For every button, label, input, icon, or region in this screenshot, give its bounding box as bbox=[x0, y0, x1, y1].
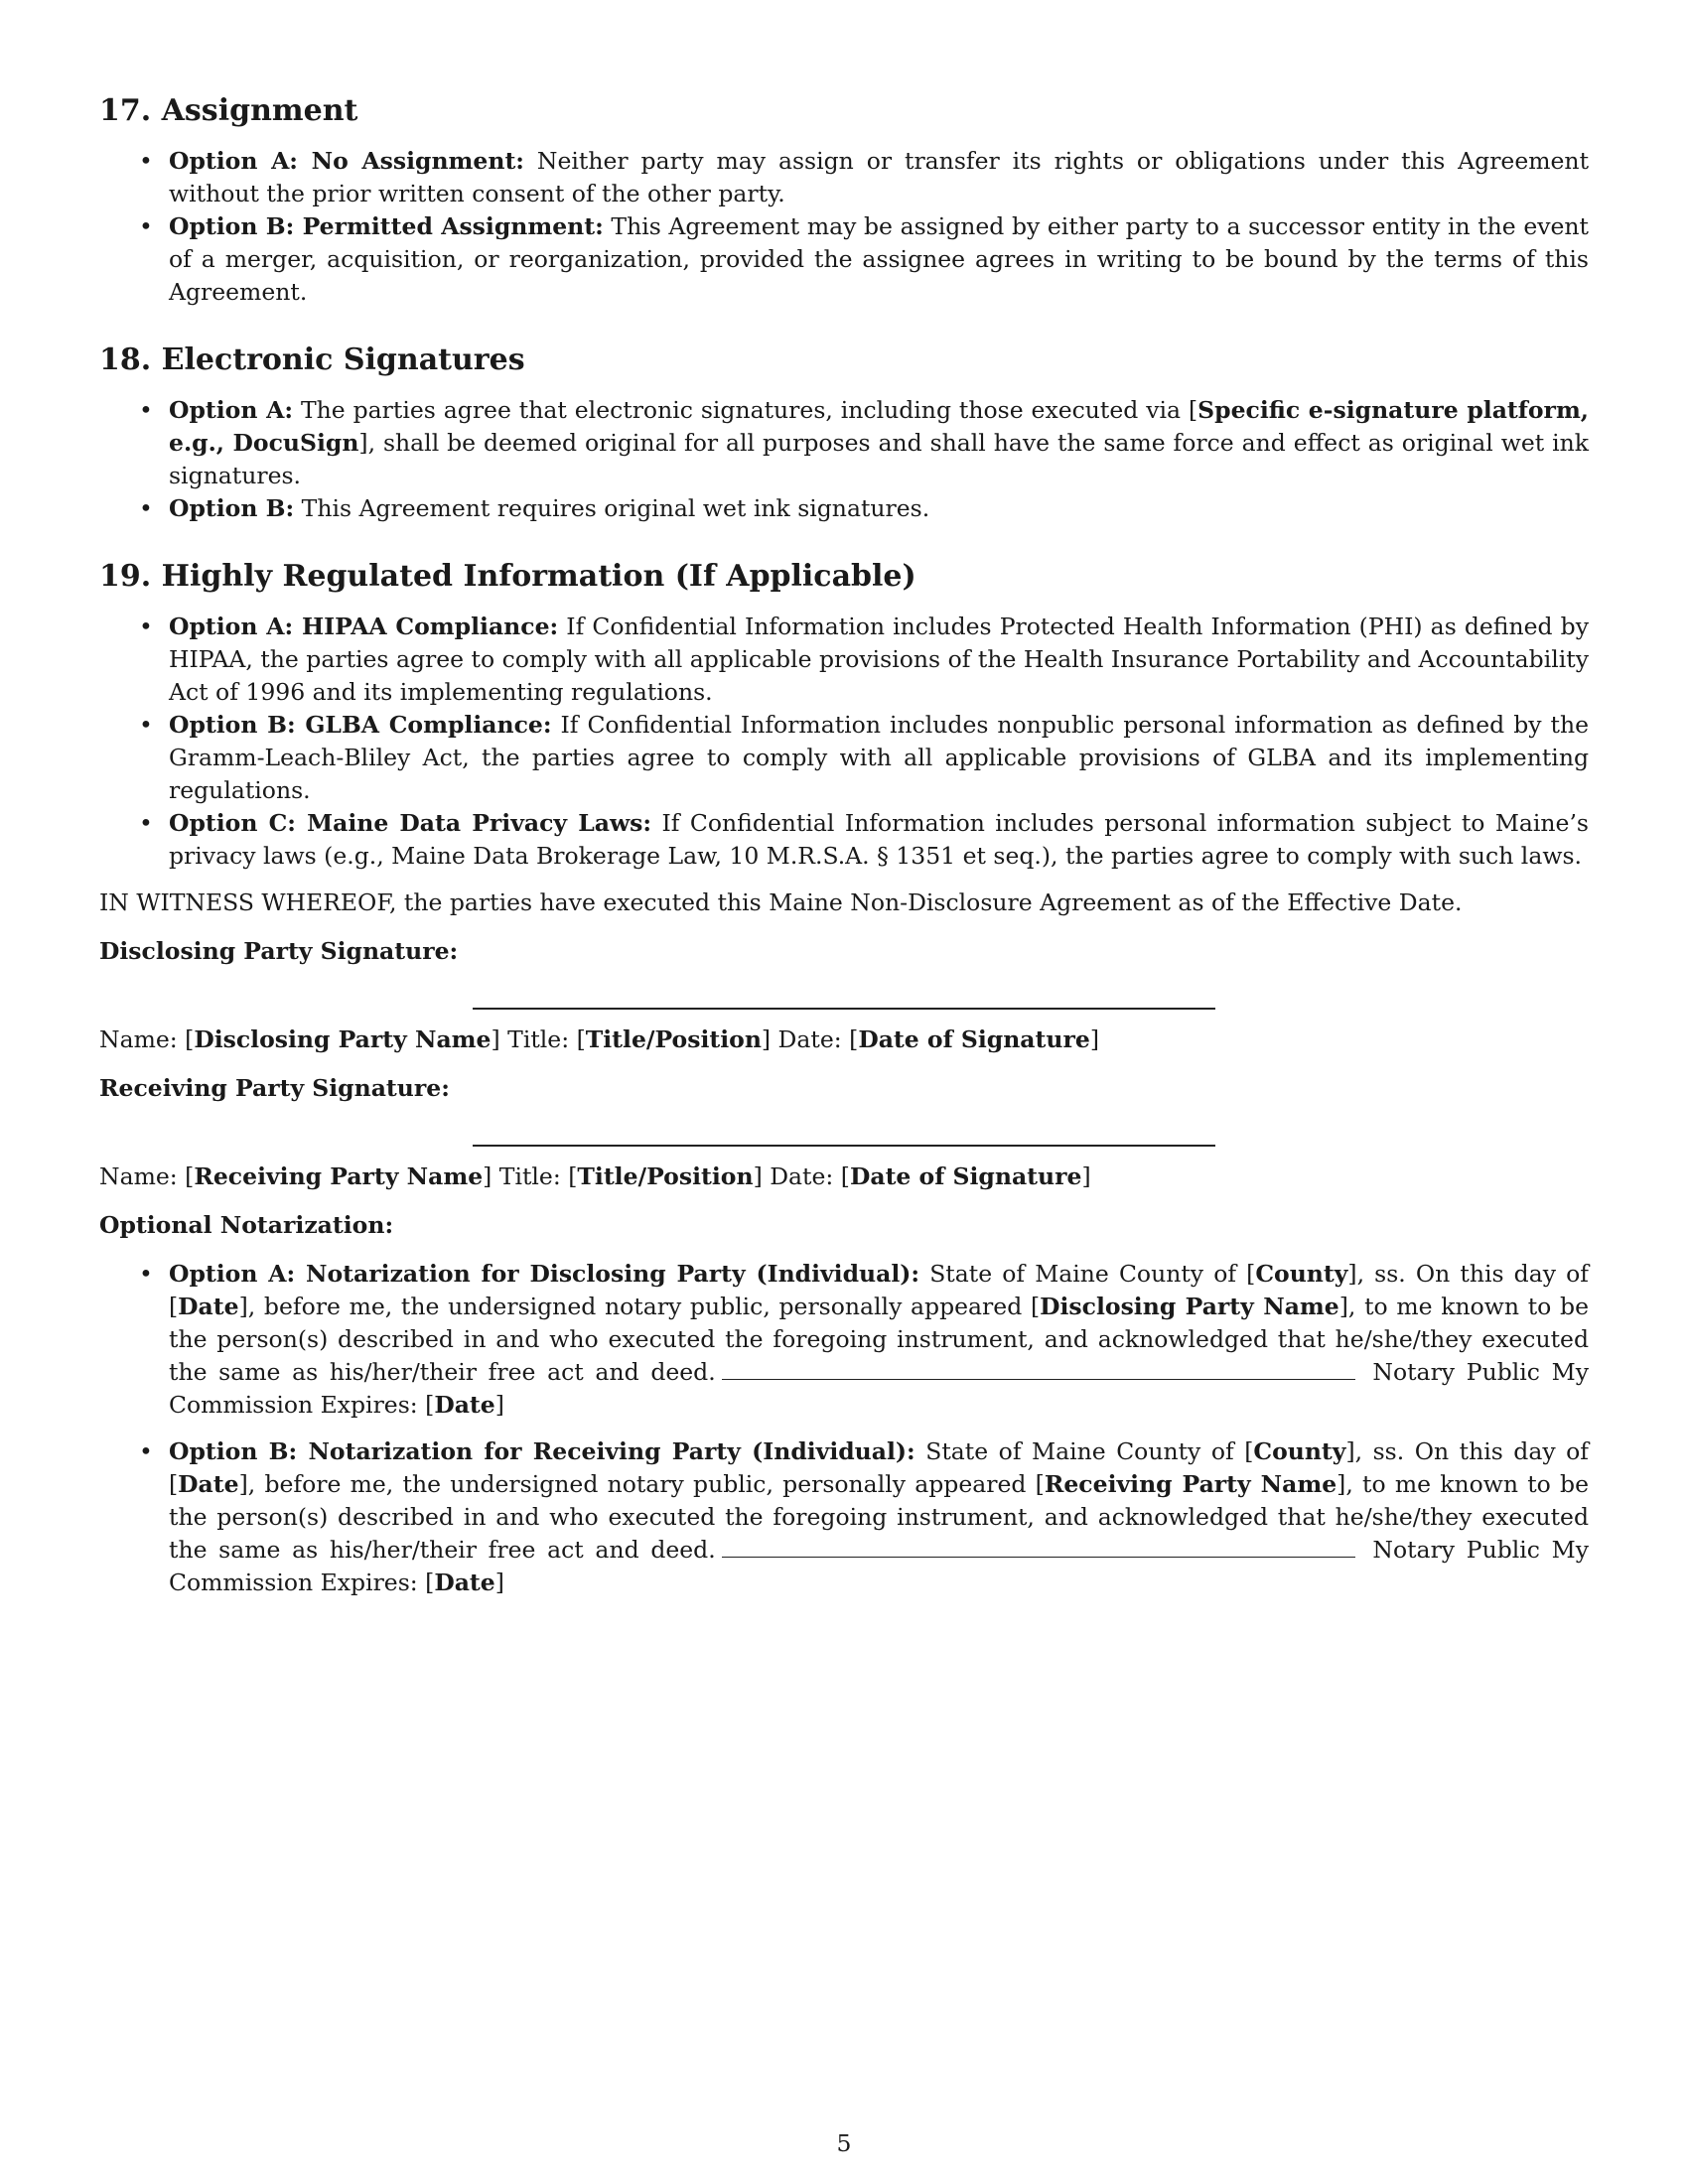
section-assignment bbox=[99, 91, 1589, 309]
option-text: The parties agree that electronic signatures, including those executed via [ bbox=[293, 396, 1198, 424]
option-text: State of Maine County of [ bbox=[914, 1437, 1254, 1465]
receiving-signature-line[interactable] bbox=[473, 1145, 1215, 1147]
disclosing-title-field: Title/Position bbox=[585, 1025, 762, 1053]
section-heading: 19. Highly Regulated Information (If Applicable) bbox=[99, 559, 916, 594]
field-suffix: ] bbox=[1089, 1025, 1099, 1053]
receiving-title-field: Title/Position bbox=[577, 1162, 754, 1190]
witness-statement: IN WITNESS WHEREOF, the parties have executed this Maine Non-Disclosure Agreement as of the Effective Date. bbox=[99, 888, 1463, 916]
option-text: ], to me known to be the person(s) described in and who executed the foregoing instrument, and acknowledged that he/she/they executed the same as his/her/their free act and deed. bbox=[169, 1293, 1589, 1386]
list-item bbox=[169, 611, 1589, 709]
field-prefix: Name: [ bbox=[99, 1025, 195, 1053]
option-label: Option B: Notarization for Receiving Party (Individual): bbox=[169, 1437, 915, 1465]
option-text: This Agreement requires original wet ink signatures. bbox=[294, 494, 930, 522]
list-item bbox=[169, 492, 1589, 525]
option-text: ] bbox=[494, 1391, 504, 1419]
field-prefix: Name: [ bbox=[99, 1162, 195, 1190]
disclosing-signature-label: Disclosing Party Signature: bbox=[99, 937, 459, 965]
option-label: Option A: bbox=[169, 396, 294, 424]
disclosing-signature-line[interactable] bbox=[473, 1008, 1215, 1010]
field-prefix: ] Title: [ bbox=[483, 1162, 578, 1190]
section-regulated-information bbox=[99, 557, 1589, 873]
field-prefix: ] Title: [ bbox=[491, 1025, 586, 1053]
option-label: Option A: No Assignment: bbox=[169, 147, 524, 175]
option-text: If Confidential Information includes Protected Health Information (PHI) as defined by HIPAA, the parties agree to comply with all applicable provisions of the Health Insurance Portability and Accountability Act of 1996 and its implementing regulations. bbox=[169, 613, 1589, 706]
receiving-signature-label: Receiving Party Signature: bbox=[99, 1074, 450, 1102]
receiving-date-field: Date of Signature bbox=[849, 1162, 1082, 1190]
date-field: Date bbox=[178, 1293, 239, 1320]
field-suffix: ] bbox=[1081, 1162, 1091, 1190]
option-list bbox=[99, 611, 1589, 873]
option-text: State of Maine County of [ bbox=[919, 1260, 1256, 1288]
disclosing-name-field: Disclosing Party Name bbox=[194, 1025, 492, 1053]
list-item bbox=[169, 394, 1589, 492]
notarization-list bbox=[99, 1258, 1589, 1599]
option-label: Option C: Maine Data Privacy Laws: bbox=[169, 809, 652, 837]
option-text: ], shall be deemed original for all purposes and shall have the same force and effect as original wet ink signatures. bbox=[169, 429, 1589, 489]
party-name-field: Receiving Party Name bbox=[1044, 1470, 1337, 1498]
list-item bbox=[169, 210, 1589, 309]
option-list bbox=[99, 394, 1589, 525]
county-field: County bbox=[1255, 1260, 1348, 1288]
option-text: ] bbox=[494, 1569, 504, 1596]
option-text: ], ss. On this day of [ bbox=[169, 1260, 1589, 1320]
expiration-date-field: Date bbox=[434, 1391, 495, 1419]
option-text: ], before me, the undersigned notary public, personally appeared [ bbox=[238, 1470, 1045, 1498]
option-text: If Confidential Information includes nonpublic personal information as defined by the Gramm-Leach-Bliley Act, the parties agree to comply with all applicable provisions of GLBA and its implementing regulations. bbox=[169, 711, 1589, 804]
notarization-label: Optional Notarization: bbox=[99, 1211, 394, 1239]
option-label: Option A: Notarization for Disclosing Party (Individual): bbox=[169, 1260, 920, 1288]
list-item bbox=[169, 807, 1589, 873]
option-label: Option A: HIPAA Compliance: bbox=[169, 613, 559, 640]
date-field: Date bbox=[178, 1470, 239, 1498]
section-heading: 17. Assignment bbox=[99, 93, 358, 128]
receiving-signature-details bbox=[99, 1160, 1589, 1193]
list-item bbox=[169, 1258, 1589, 1422]
notary-signature-line[interactable] bbox=[722, 1359, 1355, 1380]
list-item bbox=[169, 1435, 1589, 1599]
option-text: If Confidential Information includes personal information subject to Maine’s privacy laws (e.g., Maine Data Brokerage Law, 10 M.R.S.A. § 1351 et seq.), the parties agree to comply with such laws. bbox=[169, 809, 1589, 870]
option-text: Neither party may assign or transfer its rights or obligations under this Agreement without the prior written consent of the other party. bbox=[169, 147, 1590, 207]
expiration-date-field: Date bbox=[434, 1569, 495, 1596]
option-label: Option B: Permitted Assignment: bbox=[169, 212, 604, 240]
list-item bbox=[169, 145, 1589, 210]
option-list bbox=[99, 145, 1589, 309]
option-label: Option B: GLBA Compliance: bbox=[169, 711, 552, 739]
option-text: ], to me known to be the person(s) described in and who executed the foregoing instrument, and acknowledged that he/she/they executed the same as his/her/their free act and deed. bbox=[169, 1470, 1590, 1564]
list-item bbox=[169, 709, 1589, 807]
section-heading: 18. Electronic Signatures bbox=[99, 342, 525, 377]
disclosing-signature-details bbox=[99, 1024, 1589, 1056]
notary-signature-line[interactable] bbox=[722, 1537, 1355, 1558]
county-field: County bbox=[1253, 1437, 1346, 1465]
option-text: Notary Public My Commission Expires: [ bbox=[169, 1358, 1589, 1419]
option-text: ], before me, the undersigned notary public, personally appeared [ bbox=[238, 1293, 1041, 1320]
page-number: 5 bbox=[836, 2129, 852, 2157]
placeholder-field: Specific e-signature platform, e.g., DocuSign bbox=[169, 396, 1589, 457]
option-text: ], ss. On this day of [ bbox=[169, 1437, 1589, 1498]
receiving-name-field: Receiving Party Name bbox=[194, 1162, 484, 1190]
field-prefix: ] Date: [ bbox=[753, 1162, 850, 1190]
field-prefix: ] Date: [ bbox=[761, 1025, 859, 1053]
party-name-field: Disclosing Party Name bbox=[1040, 1293, 1339, 1320]
disclosing-date-field: Date of Signature bbox=[858, 1025, 1090, 1053]
section-electronic-signatures bbox=[99, 341, 1589, 525]
option-text: Notary Public My Commission Expires: [ bbox=[169, 1536, 1589, 1596]
option-text: This Agreement may be assigned by either party to a successor entity in the event of a merger, acquisition, or reorganization, provided the assignee agrees in writing to be bound by the terms of this Agreement. bbox=[169, 212, 1589, 306]
option-label: Option B: bbox=[169, 494, 295, 522]
